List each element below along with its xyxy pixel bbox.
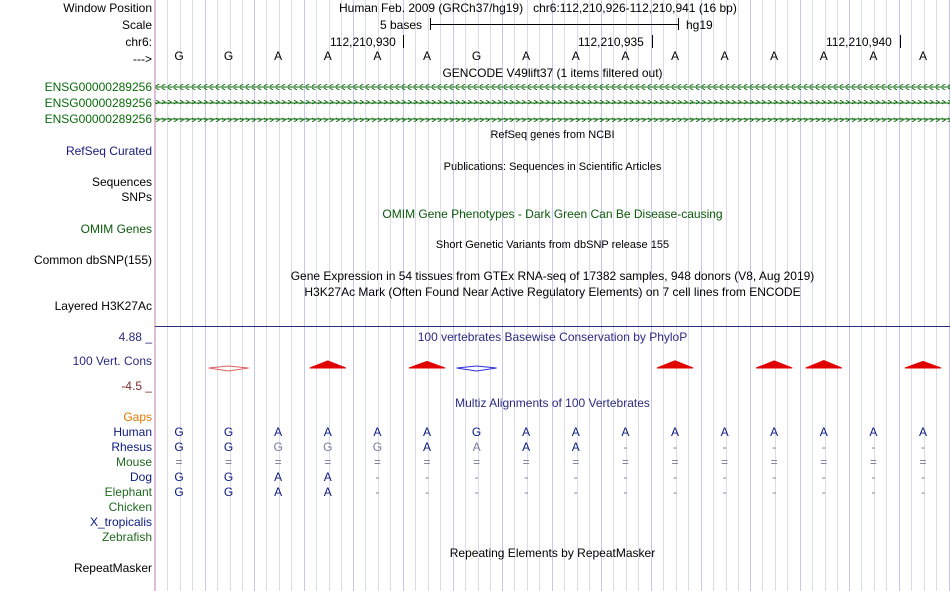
aligned-base: = [820,455,828,469]
aligned-base: = [869,455,877,469]
aligned-base: - [573,470,578,484]
aligned-base: A [869,425,878,439]
repeats-title: Repeating Elements by RepeatMasker [449,546,656,560]
reference-base: G [223,49,234,63]
aligned-base: A [373,425,382,439]
track-labels [0,0,154,591]
aligned-base: A [621,425,630,439]
position-header [339,1,737,15]
reference-base: A [770,49,779,63]
snps-label[interactable]: SNPs [121,190,152,204]
aligned-base: G [273,440,283,454]
phylop-bar [310,361,346,368]
aligned-base: G [323,440,333,454]
reference-base: A [422,49,431,63]
reference-base: A [274,49,283,63]
refseq-title: RefSeq genes from NCBI [490,129,615,141]
aligned-base: - [772,470,777,484]
aligned-base: G [174,440,184,454]
aligned-base: = [621,455,629,469]
dbsnp-title: Short Genetic Variants from dbSNP release 155 [435,239,670,251]
aligned-base: = [175,455,183,469]
aligned-base: - [524,485,529,499]
gencode-label-3[interactable]: ENSG00000289256 [44,112,152,126]
assembly-text: Human Feb. 2009 (GRCh37/hg19) [339,1,524,15]
aligned-base: A [819,425,828,439]
species-label[interactable]: Human [113,425,152,439]
aligned-base: - [821,470,826,484]
phylop-top-line [155,326,950,327]
aligned-base: A [670,425,679,439]
gene-arrows [155,81,950,127]
refseq-label[interactable]: RefSeq Curated [65,144,152,158]
cons-label[interactable]: 100 Vert. Cons [72,354,152,368]
aligned-base: - [673,440,677,454]
multiz-title: Multiz Alignments of 100 Vertebrates [455,396,650,410]
phylop-bar [457,366,497,371]
aligned-base: = [473,455,481,469]
species-label[interactable]: Dog [129,470,152,484]
species-label[interactable]: X_tropicalis [89,515,152,529]
scale-text: 5 bases [380,18,423,32]
aligned-base: G [223,485,234,499]
reference-base: A [869,49,878,63]
aligned-base: A [422,440,431,454]
aligned-base: = [522,455,530,469]
aligned-base: = [721,455,729,469]
strand-arrow: ---> [133,52,152,66]
phylop-plot[interactable] [155,340,950,385]
aligned-base: - [673,485,677,499]
aligned-base: A [422,425,431,439]
phylop-bar [806,361,842,368]
reference-base: G [471,49,482,63]
scale-label: Scale [121,18,152,32]
aligned-base: - [375,470,380,484]
aligned-base: G [174,470,184,484]
aligned-base: - [425,470,429,484]
aligned-base: G [471,425,482,439]
gencode-title: GENCODE V49lift37 (1 items filtered out) [442,66,663,80]
gtex-title: Gene Expression in 54 tissues from GTEx RNA-seq of 17382 samples, 948 donors (V8, Aug 2019) [290,269,815,283]
h3k27ac-label[interactable]: Layered H3K27Ac [54,299,152,313]
phylop-bar [209,366,249,371]
h3k27ac-title: H3K27Ac Mark (Often Found Near Active Regulatory Elements) on 7 cell lines from ENCODE [304,285,801,299]
species-label[interactable]: Mouse [115,455,152,469]
phylop-bar [657,361,693,368]
aligned-base: - [623,470,628,484]
aligned-base: = [919,455,927,469]
sequences-label[interactable]: Sequences [91,175,152,189]
aligned-base: G [174,425,184,439]
aligned-base: - [623,440,628,454]
omim-title: OMIM Gene Phenotypes - Dark Green Can Be Disease-causing [382,207,723,221]
coord-1: 112,210,930 [330,35,396,49]
cons-min-label: -4.5 _ [121,379,152,393]
aligned-base: G [223,425,234,439]
omim-label[interactable]: OMIM Genes [80,222,152,236]
species-label[interactable]: Rhesus [111,440,152,454]
reference-base: A [621,49,630,63]
reference-base: A [571,49,580,63]
aligned-base: A [522,425,531,439]
aligned-base: - [821,485,826,499]
coord-2: 112,210,935 [578,35,644,49]
chrom-label: chr6: [125,35,152,49]
aligned-base: A [472,440,481,454]
aligned-base: = [671,455,679,469]
aligned-base: - [821,440,826,454]
aligned-base: - [623,485,628,499]
reference-base: A [918,49,927,63]
window-position-label: Window Position [63,1,152,15]
aligned-base: A [323,470,332,484]
coord-tick-1 [403,35,404,48]
reference-base: A [720,49,729,63]
aligned-base: A [323,425,332,439]
aligned-base: A [720,425,729,439]
aligned-base: - [425,485,429,499]
aligned-base: = [324,455,332,469]
species-label[interactable]: Chicken [108,500,152,514]
aligned-base: = [225,455,233,469]
aligned-base: A [522,440,531,454]
aligned-base: - [921,440,925,454]
aligned-base: - [871,440,876,454]
aligned-base: = [770,455,778,469]
phylop-bar [756,361,792,368]
phylop-bar [409,361,445,368]
cons-max-label: 4.88 _ [118,330,152,344]
aligned-base: - [722,485,727,499]
aligned-base: - [921,485,925,499]
reference-base: A [323,49,332,63]
coord-tick-3 [900,35,901,48]
gencode-label-1[interactable]: ENSG00000289256 [44,80,152,94]
phylop-title: 100 vertebrates Basewise Conservation by PhyloP [417,330,688,344]
aligned-base: A [770,425,779,439]
aligned-base: - [871,485,876,499]
aligned-base: - [474,470,479,484]
aligned-base: - [524,470,529,484]
aligned-base: - [722,440,727,454]
reference-base: A [819,49,828,63]
aligned-base: A [918,425,927,439]
reference-base: A [522,49,531,63]
species-label[interactable]: Elephant [104,485,152,499]
aligned-base: A [571,440,580,454]
aligned-base: G [174,485,184,499]
aligned-base: - [772,440,777,454]
aligned-base: A [571,425,580,439]
aligned-base: = [274,455,282,469]
aligned-base: - [573,485,578,499]
publications-title: Publications: Sequences in Scientific Articles [443,161,662,173]
aligned-base: - [375,485,380,499]
aligned-base: - [474,485,479,499]
aligned-base: G [223,440,234,454]
aligned-base: - [871,470,876,484]
coord-tick-2 [652,35,653,48]
coord-3: 112,210,940 [826,35,892,49]
aligned-base: A [274,485,283,499]
reference-base: G [174,49,184,63]
aligned-base: G [372,440,383,454]
dbsnp-label[interactable]: Common dbSNP(155) [33,253,152,267]
aligned-base: - [921,470,925,484]
reference-base: A [670,49,679,63]
repeatmasker-label[interactable]: RepeatMasker [73,561,152,575]
aligned-base: A [323,485,332,499]
gencode-label-2[interactable]: ENSG00000289256 [44,96,152,110]
reference-base: A [373,49,382,63]
aligned-base: A [274,425,283,439]
aligned-base: = [572,455,580,469]
aligned-base: = [423,455,431,469]
aligned-base: = [373,455,381,469]
position-text: chr6:112,210,926-112,210,941 (16 bp) [533,1,737,15]
aligned-base: G [223,470,234,484]
aligned-base: A [274,470,283,484]
phylop-bar [905,361,941,368]
aligned-base: - [673,470,677,484]
aligned-base: - [772,485,777,499]
scale-db: hg19 [686,18,713,32]
aligned-base: - [722,470,727,484]
species-label[interactable]: Zebrafish [101,530,152,544]
gaps-label[interactable]: Gaps [123,410,152,424]
